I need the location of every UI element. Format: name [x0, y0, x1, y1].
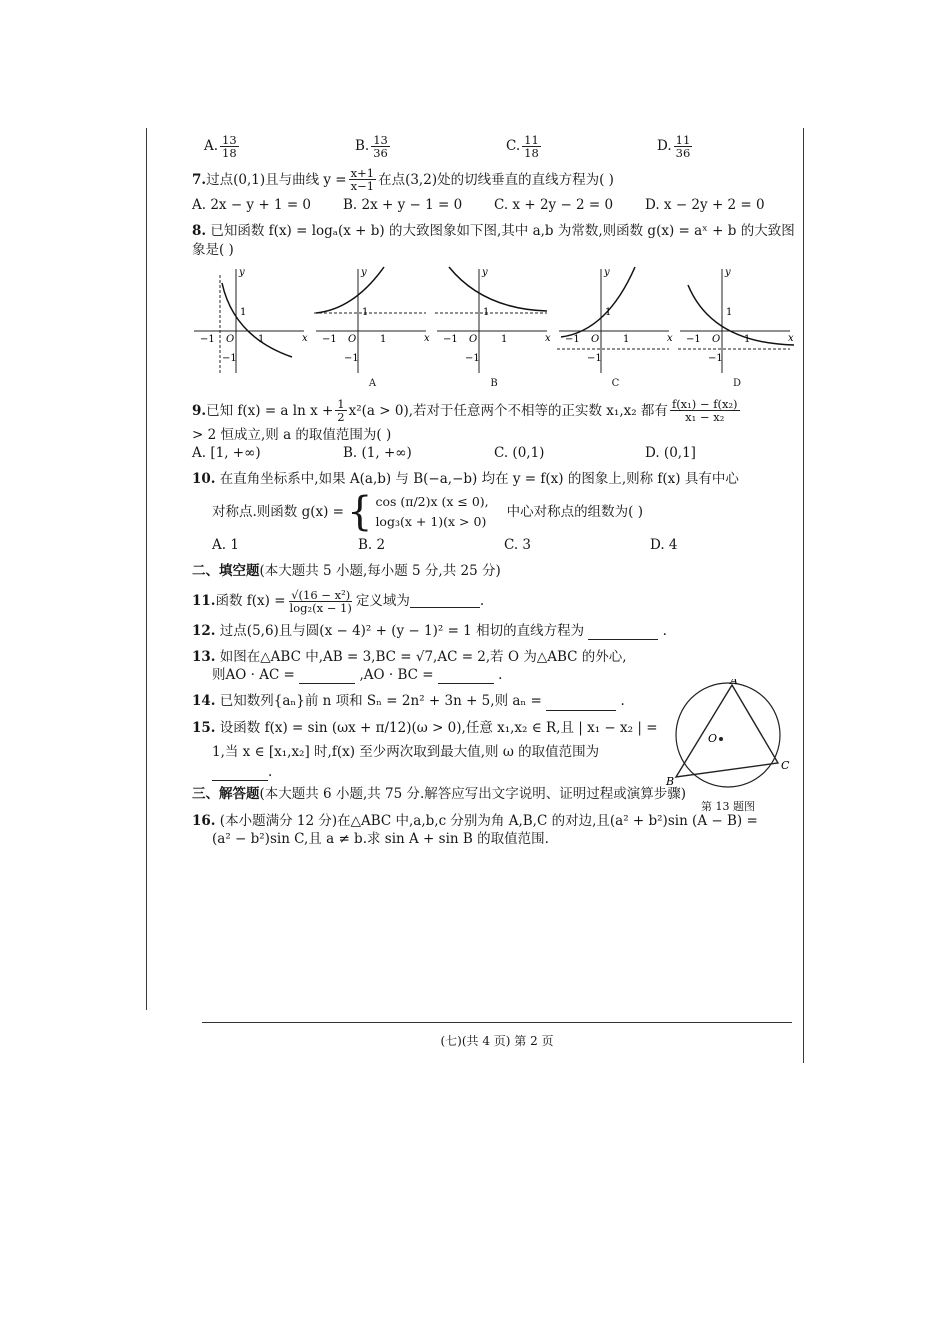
x-axis-label: x	[788, 332, 794, 344]
q9-mid: x²(a > 0),若对于任意两个不相等的正实数 x₁,x₂ 都有	[348, 402, 668, 419]
section-2-note: (本大题共 5 小题,每小题 5 分,共 25 分)	[259, 563, 501, 580]
q6-frac-num: 13	[222, 133, 237, 147]
q6-option-c	[494, 134, 645, 159]
q8-graph-d	[678, 265, 796, 391]
q8-graph-label: C	[611, 377, 620, 389]
x-tick-1: 1	[501, 333, 508, 345]
q6-option-a	[192, 134, 343, 159]
q6-option-label: B.	[355, 138, 370, 155]
q11-post: 定义域为	[355, 593, 410, 610]
x-tick-1: 1	[379, 333, 386, 345]
section-2-heading	[192, 562, 796, 580]
q7-option-b: B. 2x + y − 1 = 0	[343, 197, 463, 214]
q16-number: 16.	[192, 812, 216, 829]
q12-answer-blank[interactable]	[588, 627, 658, 640]
q9-line2: > 2 恒成立,则 a 的取值范围为( )	[192, 426, 392, 443]
exam-page	[192, 134, 796, 848]
q9-frac-den: x₁ − x₂	[685, 410, 725, 425]
q6-option-fraction	[220, 134, 239, 159]
question-9	[192, 398, 796, 423]
q14-text: 已知数列{aₙ}前 n 项和 Sₙ = 2n² + 3n + 5,则 aₙ =	[219, 693, 542, 710]
q10-piece-1: cos (π/2)x (x ≤ 0),	[375, 494, 489, 510]
q6-option-label: D.	[657, 138, 672, 155]
q8-graph-b	[435, 265, 553, 391]
q11-answer-blank[interactable]	[410, 595, 480, 608]
q6-option-label: C.	[506, 138, 521, 155]
q11-fraction	[288, 589, 354, 614]
q6-option-label: A.	[204, 138, 219, 155]
q12-end: .	[662, 622, 667, 639]
q16-line1: (本小题满分 12 分)在△ABC 中,a,b,c 分别为角 A,B,C 的对边,且(a² + b²)sin (A − B) =	[219, 812, 758, 829]
x-tick-neg1: −1	[321, 333, 337, 345]
label-b: B	[666, 775, 675, 788]
q10-option-a: A. 1	[212, 537, 239, 554]
q13-answer-blank-2[interactable]	[438, 671, 494, 684]
q15-line2-text: 1,当 x ∈ [x₁,x₂] 时,f(x) 至少两次取到最大值,则 ω 的取值范围为	[212, 743, 600, 760]
q9-half-num: 1	[337, 397, 345, 412]
q15-number: 15.	[192, 719, 216, 736]
q11-pre: 函数 f(x) =	[215, 593, 286, 610]
y-tick-neg1: −1	[708, 352, 723, 364]
q6-frac-den: 18	[222, 146, 237, 161]
q13-end: .	[498, 667, 503, 684]
q11-end: .	[479, 593, 485, 610]
q8-graph-label: A	[368, 377, 377, 389]
q7-frac-den: x−1	[350, 179, 375, 194]
question-13	[192, 648, 662, 666]
figure-13-caption: 第 13 题图	[701, 799, 755, 813]
y-tick-neg1: −1	[465, 352, 480, 364]
question-15	[192, 719, 662, 737]
q9-half-den: 2	[337, 410, 345, 425]
q13-answer-blank-1[interactable]	[299, 671, 355, 684]
q15-line2	[192, 743, 662, 761]
y-axis-label: y	[725, 266, 731, 278]
q13-number: 13.	[192, 648, 216, 665]
q10-line2	[192, 489, 796, 536]
q7-fraction	[349, 167, 376, 192]
question-10	[192, 470, 796, 488]
q13-text: 如图在△ABC 中,AB = 3,BC = √7,AC = 2,若 O 为△ABC 的外心,	[219, 648, 627, 665]
q13-line2-a: 则AO · AC =	[212, 667, 295, 684]
q9-options	[192, 444, 796, 462]
function-curve	[316, 267, 384, 313]
question-7	[192, 167, 796, 192]
q7-option-c: C. x + 2y − 2 = 0	[494, 197, 614, 214]
q11-frac-den: log₂(x − 1)	[289, 600, 352, 615]
x-axis-label: x	[666, 332, 673, 344]
q14-end: .	[620, 693, 625, 710]
origin-label: O	[590, 333, 599, 345]
q9-option-a: A. [1, +∞)	[192, 444, 261, 461]
question-12	[192, 622, 796, 640]
y-tick-1: 1	[604, 306, 611, 318]
q6-frac-den: 36	[675, 146, 691, 161]
q10-piece-2: log₃(x + 1)(x > 0)	[375, 514, 487, 530]
right-margin-line	[803, 128, 804, 1063]
x-tick-1: 1	[622, 333, 629, 345]
q11-frac-num: √(16 − x²)	[291, 587, 351, 602]
x-axis-label: x	[423, 332, 430, 344]
x-tick-neg1: −1	[200, 333, 215, 345]
y-tick-1: 1	[483, 306, 490, 318]
section-3-note: (本大题共 6 小题,共 75 分.解答应写出文字说明、证明过程或演算步骤)	[259, 786, 687, 803]
q10-option-b: B. 2	[358, 537, 386, 554]
q9-option-c: C. (0,1)	[494, 444, 545, 461]
q14-number: 14.	[192, 693, 216, 710]
q9-option-d: D. (0,1]	[645, 444, 696, 461]
function-curve	[222, 283, 292, 357]
label-o: O	[708, 732, 718, 745]
q6-frac-num: 11	[675, 133, 691, 147]
q15-line1: 设函数 f(x) = sin (ωx + π/12)(ω > 0),任意 x₁,x₂ ∈ R,且 | x₁ − x₂ | =	[219, 719, 658, 736]
x-tick-neg1: −1	[686, 333, 701, 345]
q8-graph-c	[557, 265, 675, 391]
q10-option-d: D. 4	[650, 537, 678, 554]
q13-line2-b: ,AO · BC =	[359, 667, 434, 684]
y-tick-1: 1	[240, 306, 247, 318]
q14-answer-blank[interactable]	[546, 698, 616, 711]
q15-answer-blank[interactable]	[212, 768, 268, 781]
q6-option-fraction	[674, 134, 693, 159]
q7-number: 7.	[192, 171, 207, 188]
y-tick-neg1: −1	[222, 352, 237, 364]
q8-graph-reference	[192, 265, 310, 391]
q7-option-d: D. x − 2y + 2 = 0	[645, 197, 765, 214]
q10-line2-post: 中心对称点的组数为( )	[506, 504, 643, 521]
origin-label: O	[469, 333, 478, 345]
q9-fraction	[670, 398, 740, 423]
y-axis-label: y	[603, 266, 610, 278]
circle-triangle-figure	[664, 679, 792, 791]
section-3-title: 三、解答题	[192, 786, 260, 803]
x-tick-neg1: −1	[443, 333, 458, 345]
x-tick-neg1: −1	[564, 333, 580, 345]
q10-options	[192, 536, 796, 554]
q11-number: 11.	[192, 593, 216, 610]
question-11	[192, 589, 796, 614]
q9-option-b: B. (1, +∞)	[343, 444, 412, 461]
q6-frac-num: 13	[373, 133, 388, 147]
q10-option-c: C. 3	[504, 537, 532, 554]
function-curve	[688, 285, 794, 345]
q16-line2: (a² − b²)sin C,且 a ≠ b.求 sin A + sin B 的取值范围.	[212, 830, 549, 847]
q9-frac-num: f(x₁) − f(x₂)	[671, 397, 738, 412]
y-tick-1: 1	[361, 306, 368, 318]
q6-frac-den: 36	[373, 146, 388, 161]
q9-number: 9.	[192, 402, 207, 419]
function-curve	[449, 267, 547, 311]
page-footer: (七)(共 4 页) 第 2 页	[202, 1022, 792, 1049]
q8-graph-label: B	[490, 377, 498, 389]
function-curve	[561, 267, 635, 337]
q15-end: .	[268, 764, 273, 781]
q8-graph-a	[314, 265, 432, 391]
q8-text: 已知函数 f(x) = logₐ(x + b) 的大致图象如下图,其中 a,b 为常数,则函数 g(x) = aˣ + b 的大致图象是( )	[192, 223, 795, 258]
q10-piecewise	[375, 492, 488, 532]
origin-label: O	[226, 333, 235, 345]
x-axis-label: x	[302, 332, 308, 344]
q7-options	[192, 196, 796, 214]
q8-graph-label: D	[732, 377, 742, 389]
circumcenter-dot	[719, 737, 723, 741]
question-8	[192, 222, 796, 258]
x-tick-1: 1	[258, 333, 265, 345]
circumcircle	[676, 683, 780, 787]
y-axis-label: y	[360, 266, 367, 278]
q9-half	[335, 398, 346, 423]
label-c: C	[781, 759, 790, 772]
y-axis-label: y	[239, 266, 245, 278]
y-tick-1: 1	[726, 306, 733, 318]
left-margin-line	[146, 128, 147, 1010]
x-tick-1: 1	[744, 333, 751, 345]
q6-option-b	[343, 134, 494, 159]
q6-option-fraction	[522, 134, 541, 159]
q10-line2-pre: 对称点.则函数 g(x) =	[212, 504, 344, 521]
x-axis-label: x	[545, 332, 551, 344]
y-tick-neg1: −1	[343, 352, 359, 364]
q12-text: 过点(5,6)且与圆(x − 4)² + (y − 1)² = 1 相切的直线方程为	[219, 622, 585, 639]
origin-label: O	[712, 333, 721, 345]
q10-number: 10.	[192, 470, 216, 487]
y-tick-neg1: −1	[586, 352, 602, 364]
q7-option-a: A. 2x − y + 1 = 0	[192, 197, 312, 214]
q6-frac-den: 18	[524, 146, 539, 161]
q10-text: 在直角坐标系中,如果 A(a,b) 与 B(−a,−b) 均在 y = f(x) 的图象上,则称 f(x) 具有中心	[219, 470, 739, 487]
section-2-title: 二、填空题	[192, 563, 260, 580]
brace-icon: {	[346, 489, 373, 536]
q6-option-fraction	[371, 134, 390, 159]
q12-number: 12.	[192, 622, 216, 639]
y-axis-label: y	[482, 266, 488, 278]
label-a: A	[730, 679, 738, 687]
q6-frac-num: 11	[524, 133, 539, 147]
q8-graphs	[192, 265, 796, 391]
q8-number: 8.	[192, 223, 207, 240]
q7-frac-num: x+1	[350, 166, 375, 181]
q7-post: 在点(3,2)处的切线垂直的直线方程为( )	[378, 171, 614, 188]
q6-option-d	[645, 134, 796, 159]
q6-options	[192, 134, 796, 159]
origin-label: O	[347, 333, 356, 345]
q7-pre: 过点(0,1)且与曲线 y =	[206, 171, 347, 188]
q9-pre: 已知 f(x) = a ln x +	[206, 402, 334, 419]
figure-13	[664, 679, 792, 815]
